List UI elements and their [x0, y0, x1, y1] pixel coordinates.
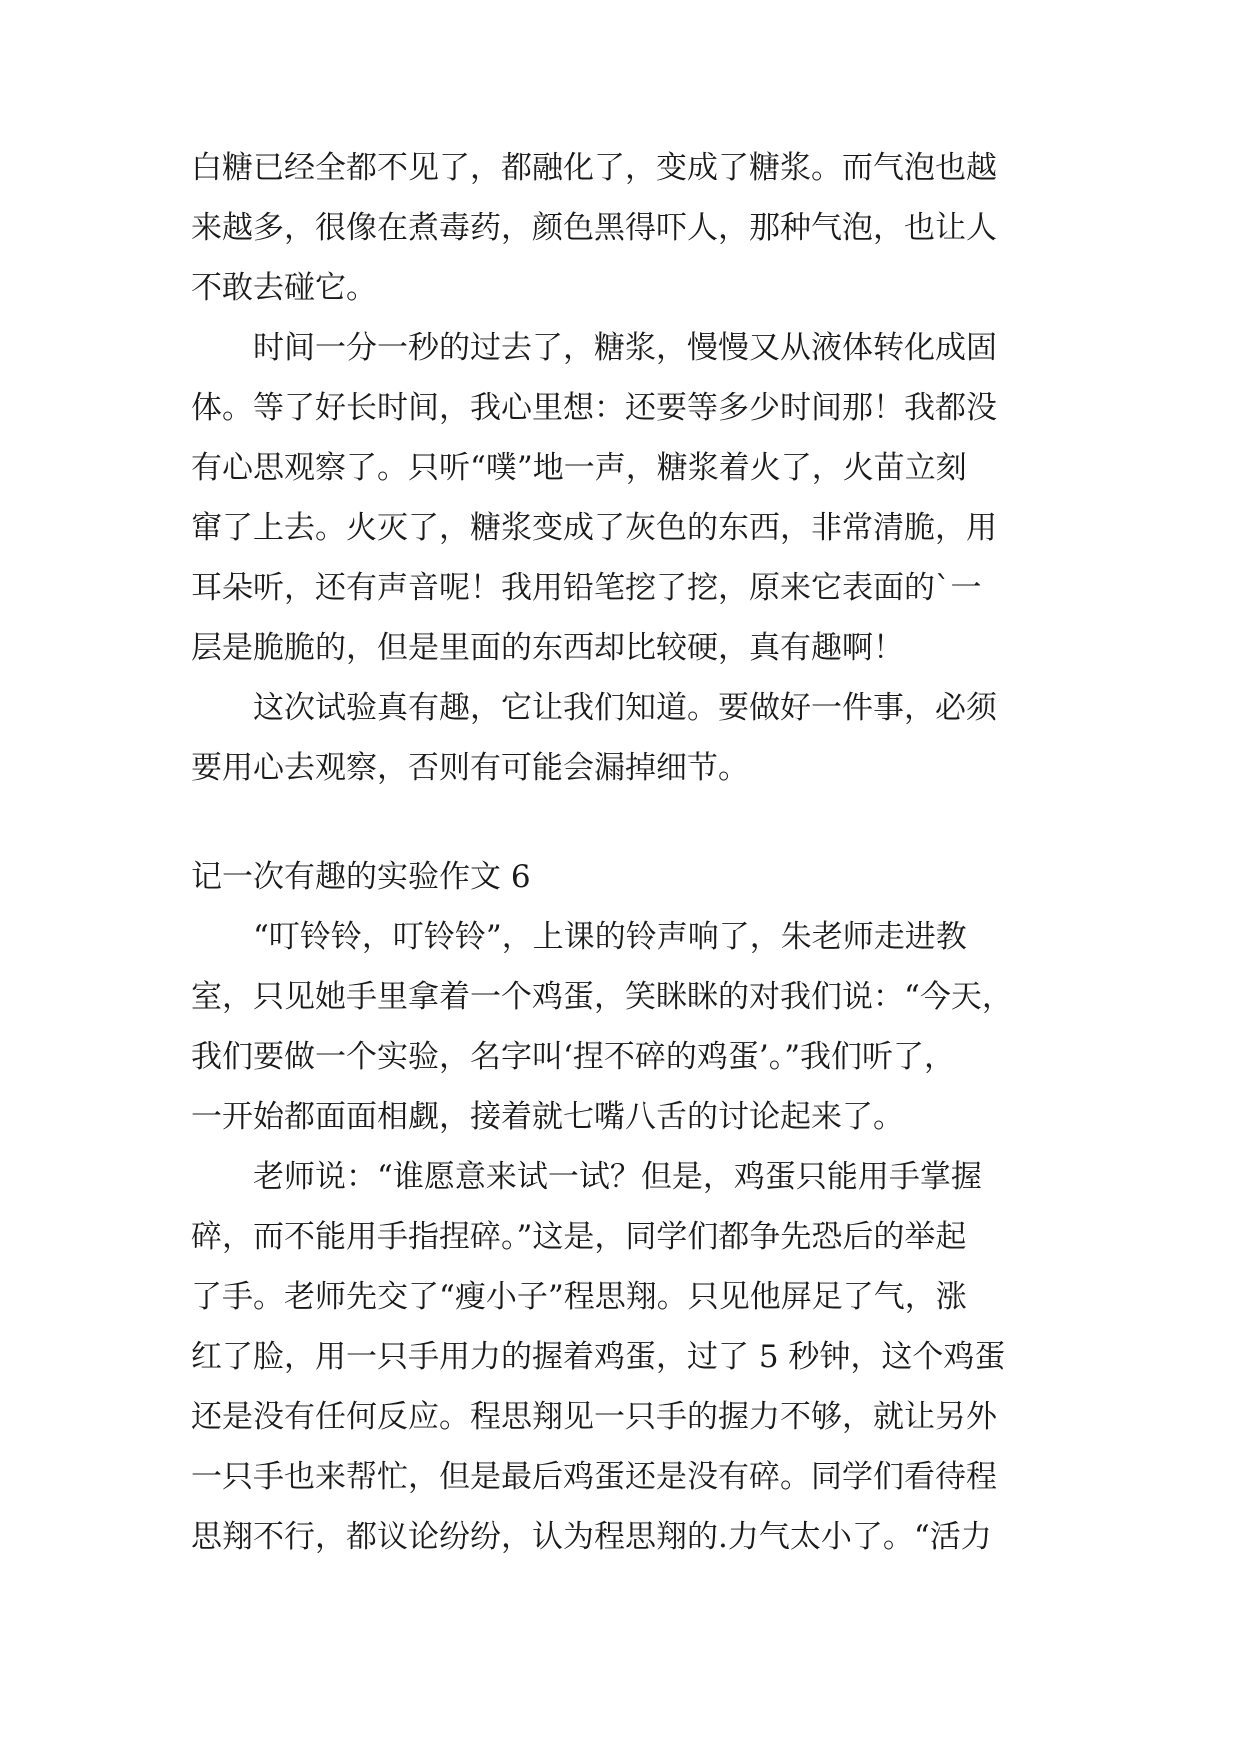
essay-title: 记一次有趣的实验作文 6 [191, 859, 531, 895]
text-line: 室，只见她手里拿着一个鸡蛋，笑眯眯的对我们说：“今天， [191, 979, 1013, 1015]
text-line: 还是没有任何反应。程思翔见一只手的握力不够，就让另外 [191, 1399, 997, 1435]
text-line: 思翔不行，都议论纷纷，认为程思翔的.力气太小了。“活力 [191, 1519, 992, 1555]
text-line: 这次试验真有趣，它让我们知道。要做好一件事，必须 [191, 690, 997, 726]
text-line: 耳朵听，还有声音呢！我用铅笔挖了挖，原来它表面的`一 [191, 570, 982, 606]
text-line: 体。等了好长时间，我心里想：还要等多少时间那！我都没 [191, 390, 997, 426]
text-line: 来越多，很像在煮毒药，颜色黑得吓人，那种气泡，也让人 [191, 210, 997, 246]
text-line: 我们要做一个实验，名字叫‘捏不碎的鸡蛋’。”我们听了， [191, 1039, 956, 1075]
text-line: 碎，而不能用手指捏碎。”这是，同学们都争先恐后的举起 [191, 1219, 967, 1255]
text-line: 白糖已经全都不见了，都融化了，变成了糖浆。而气泡也越 [191, 150, 997, 186]
text-line: 不敢去碰它。 [191, 270, 377, 306]
essay-section-2 [191, 907, 1053, 1567]
essay-section-1 [191, 138, 1053, 798]
text-line: 有心思观察了。只听“噗”地一声，糖浆着火了，火苗立刻 [191, 450, 967, 486]
text-line: 了手。老师先交了“瘦小子”程思翔。只见他屏足了气，涨 [191, 1279, 967, 1315]
text-line: “叮铃铃，叮铃铃”，上课的铃声响了，朱老师走进教 [191, 919, 967, 955]
text-line: 红了脸，用一只手用力的握着鸡蛋，过了 5 秒钟，这个鸡蛋 [191, 1339, 1006, 1375]
text-line: 要用心去观察，否则有可能会漏掉细节。 [191, 750, 749, 786]
text-line: 层是脆脆的，但是里面的东西却比较硬，真有趣啊！ [191, 630, 904, 666]
text-line: 一只手也来帮忙，但是最后鸡蛋还是没有碎。同学们看待程 [191, 1459, 997, 1495]
text-line: 老师说：“谁愿意来试一试？但是，鸡蛋只能用手掌握 [191, 1159, 982, 1195]
text-line: 时间一分一秒的过去了，糖浆，慢慢又从液体转化成固 [191, 330, 997, 366]
text-line: 一开始都面面相觑，接着就七嘴八舌的讨论起来了。 [191, 1099, 904, 1135]
text-line: 窜了上去。火灭了，糖浆变成了灰色的东西，非常清脆，用 [191, 510, 997, 546]
